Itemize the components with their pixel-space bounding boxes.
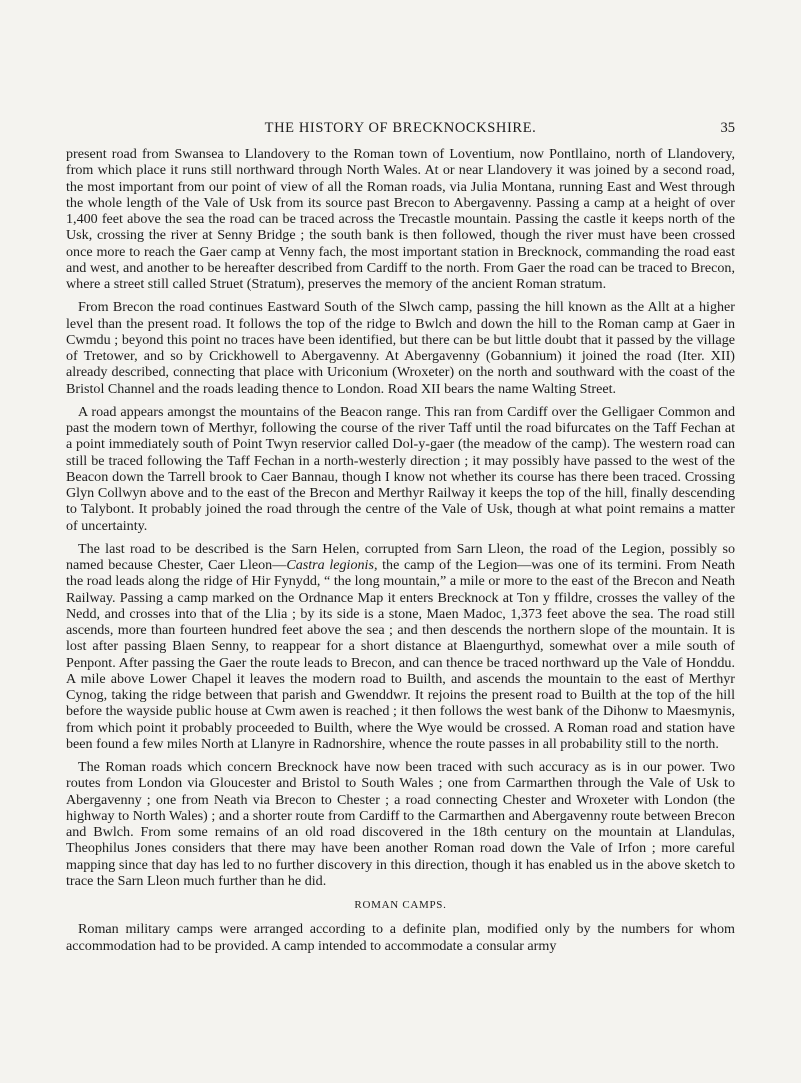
sarn-helen-text-after: , the camp of the Legion—was one of its termini. From Neath the road leads along the ridge of Hir Fynydd, “ the long mountain,” a mile or more to the east of the Brecon and Neath Railway. Passing a camp marked on the Ordnance Map it enters Brecknock at Ton y ffildre, crosses the valley of the Nedd, and crosses into that of the Llia ; by its side is a stone, Maen Madoc, 1,373 feet above the sea. The road still ascends, more than fourteen hundred feet above the sea ; and then descends the northern slope of the mountain. It is lost after passing Blaen Senny, to reappear for a short distance at Blaengurthyd, somewhat over a mile south of Penpont. After passing the Gaer the route leads to Brecon, and can thence be traced northward up the Vale of Honddu. A mile above Lower Chapel it leaves the modern road to Builth, and ascends the mountain to the east of Merthyr Cynog, taking the ridge between that parish and Gwenddwr. It rejoins the present road to Builth at the top of the hill before the wayside public house at Cwm awen is reached ; it then follows the west bank of the Dihonw to Maesmynis, from which point it probably proceeded to Builth, where the Wye would be crossed. A Roman road and station have been found a few miles North at Llanyre in Radnorshire, whence the route passes in all probability still to the north. (66, 557, 735, 752)
body-text (66, 146, 735, 961)
sarn-helen-text-before: The last road to be described is the Sarn Helen, corrupted from Sarn Lleon, the road of the Legion, possibly so named because Chester, Caer Lleon— (66, 540, 735, 573)
running-head (66, 120, 735, 140)
castra-legionis-italic: Castra legionis (286, 557, 374, 573)
paragraph-sarn-helen (66, 541, 735, 752)
paragraph-roman-camps: Roman military camps were arranged according to a definite plan, modified only by the numbers for whom accommodation had to be provided. A camp intended to accommodate a consular army (66, 921, 735, 954)
paragraph-roman-road-llandovery: present road from Swansea to Llandovery to the Roman town of Loventium, now Pontllaino, north of Llandovery, from which place it runs still northward through North Wales. At or near Llandovery it was joined by a second road, the most important from our point of view of all the Roman roads, via Julia Montana, running East and West through the whole length of the Vale of Usk from its source past Brecon to Abergavenny. Passing a camp at a height of over 1,400 feet above the sea the road can be traced across the Trecastle mountain. Passing the castle it keeps north of the Usk, crossing the river at Senny Bridge ; the south bank is then followed, though the river must have been crossed once more to reach the Gaer camp at Venny fach, the most important station in Brecknock, commanding the road east and west, and another to be hereafter described from Cardiff to the north. From Gaer the road can be traced to Brecon, where a street still called Struet (Stratum), preserves the memory of the ancient Roman stratum. (66, 146, 735, 292)
paragraph-beacon-road: A road appears amongst the mountains of the Beacon range. This ran from Cardiff over the Gelligaer Common and past the modern town of Merthyr, following the course of the river Taff until the road bifurcates on the Taff Fechan at a point immediately south of Point Twyn reservior called Dol-y-gaer (the meadow of the camp). The western road can still be traced following the Taff Fechan in a north-westerly direction ; it may possibly have passed to the west of the Beacon down the Tarrell brook to Caer Bannau, though I know not whether its course has there been traced. Crossing Glyn Collwyn above and to the east of the Brecon and Merthyr Railway it keeps the top of the hill, finally descending to Talybont. It probably joined the road through the centre of the Vale of Usk, though at what point remains a matter of uncertainty. (66, 403, 735, 534)
paragraph-summary-roman-roads: The Roman roads which concern Brecknock have now been traced with such accuracy as is in our power. Two routes from London via Gloucester and Bristol to South Wales ; one from Carmarthen through the Vale of Usk to Abergavenny ; one from Neath via Brecon to Chester ; a road connecting Chester and Wroxeter with London (the highway to North Wales) ; and a shorter route from Cardiff to the Carmarthen and Abergavenny route between Brecon and Bwlch. From some remains of an old road discovered in the 18th century on the mountain at Llandulas, Theophilus Jones considers that there may have been another Roman road down the Vale of Irfon ; more careful mapping since that day has led to no further discovery in this direction, though it has enabled us in the above sketch to trace the Sarn Lleon much further than he did. (66, 759, 735, 889)
running-title: THE HISTORY OF BRECKNOCKSHIRE. (264, 120, 537, 136)
section-heading-roman-camps: ROMAN CAMPS. (354, 899, 447, 911)
page-number: 35 (720, 120, 735, 136)
paragraph-brecon-eastward: From Brecon the road continues Eastward South of the Slwch camp, passing the hill known as the Allt at a higher level than the present road. It follows the top of the ridge to Bwlch and down the hill to the Roman camp at Gaer in Cwmdu ; beyond this point no traces have been identified, but there can be but little doubt that it passed by the village of Tretower, and so by Crickhowell to Abergavenny. At Abergavenny (Gobannium) it joined the road (Iter. XII) already described, connecting that place with Uriconium (Wroxeter) on the north and southward with the coast of the Bristol Channel and the roads leading thence to London. Road XII bears the name Walting Street. (66, 299, 735, 397)
